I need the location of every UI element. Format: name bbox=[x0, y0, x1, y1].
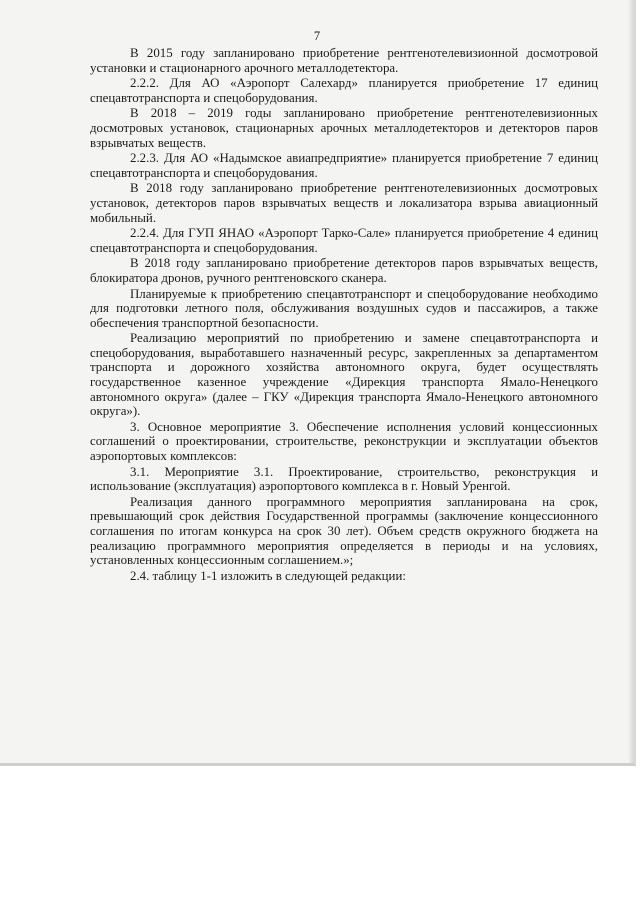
paragraph: В 2015 году запланировано приобретение рентгенотелевизионной досмотровой установки и стационарного арочного металлодетектора. bbox=[90, 46, 598, 75]
paragraph: Реализация данного программного мероприятия запланирована на срок, превышающий срок действия Государственной программы (заключение концессионного соглашения по итогам конкурса на срок 30 лет). Объем средств окружного бюджета на реализацию программного мероприятия определяется в периоды и на условиях, установленных концессионным соглашением.»; bbox=[90, 494, 598, 568]
paragraph: 2.4. таблицу 1-1 изложить в следующей редакции: bbox=[130, 568, 406, 583]
paragraph: В 2018 году запланировано приобретение рентгенотелевизионных досмотровых установок, детекторов паров взрывчатых веществ и локализатора взрыва авиационный мобильный. bbox=[90, 181, 598, 225]
paragraph: Реализацию мероприятий по приобретению и замене спецавтотранспорта и спецоборудования, выработавшего назначенный ресурс, закрепленных за департаментом транспорта и дорожного хозяйства автономного округа, будет осуществлять государственное казенное учреждение «Дирекция транспорта Ямало-Ненецкого автономного округа» (далее – ГКУ «Дирекция транспорта Ямало-Ненецкого автономного округа»). bbox=[90, 331, 598, 419]
paragraph: 3. Основное мероприятие 3. Обеспечение исполнения условий концессионных соглашений о проектировании, строительстве, реконструкции и эксплуатации объектов аэропортовых комплексов: bbox=[90, 419, 598, 464]
page-edge-shadow bbox=[628, 0, 634, 763]
paragraph: 2.2.3. Для АО «Надымское авиапредприятие» планируется приобретение 7 единиц спецавтотранспорта и спецоборудования. bbox=[90, 151, 598, 180]
page-number: 7 bbox=[313, 29, 321, 43]
paragraph: 2.2.4. Для ГУП ЯНАО «Аэропорт Тарко-Сале» планируется приобретение 4 единиц спецавтотранспорта и спецоборудования. bbox=[90, 226, 598, 255]
paragraph: 3.1. Мероприятие 3.1. Проектирование, строительство, реконструкция и использование (эксплуатация) аэропортового комплекса в г. Новый Уренгой. bbox=[90, 464, 598, 494]
paragraph: В 2018 – 2019 годы запланировано приобретение рентгенотелевизионных досмотровых установок, стационарных арочных металлодетекторов и детекторов паров взрывчатых веществ. bbox=[90, 106, 598, 150]
document-body bbox=[90, 46, 598, 583]
paragraph: Планируемые к приобретению спецавтотранспорт и спецоборудование необходимо для подготовки летного поля, обслуживания воздушных судов и пассажиров, а также обеспечения транспортной безопасности. bbox=[90, 286, 598, 330]
paragraph: В 2018 году запланировано приобретение детекторов паров взрывчатых веществ, блокиратора дронов, ручного рентгеновского сканера. bbox=[90, 256, 598, 285]
paragraph: 2.2.2. Для АО «Аэропорт Салехард» планируется приобретение 17 единиц спецавтотранспорта и спецоборудования. bbox=[90, 76, 598, 105]
